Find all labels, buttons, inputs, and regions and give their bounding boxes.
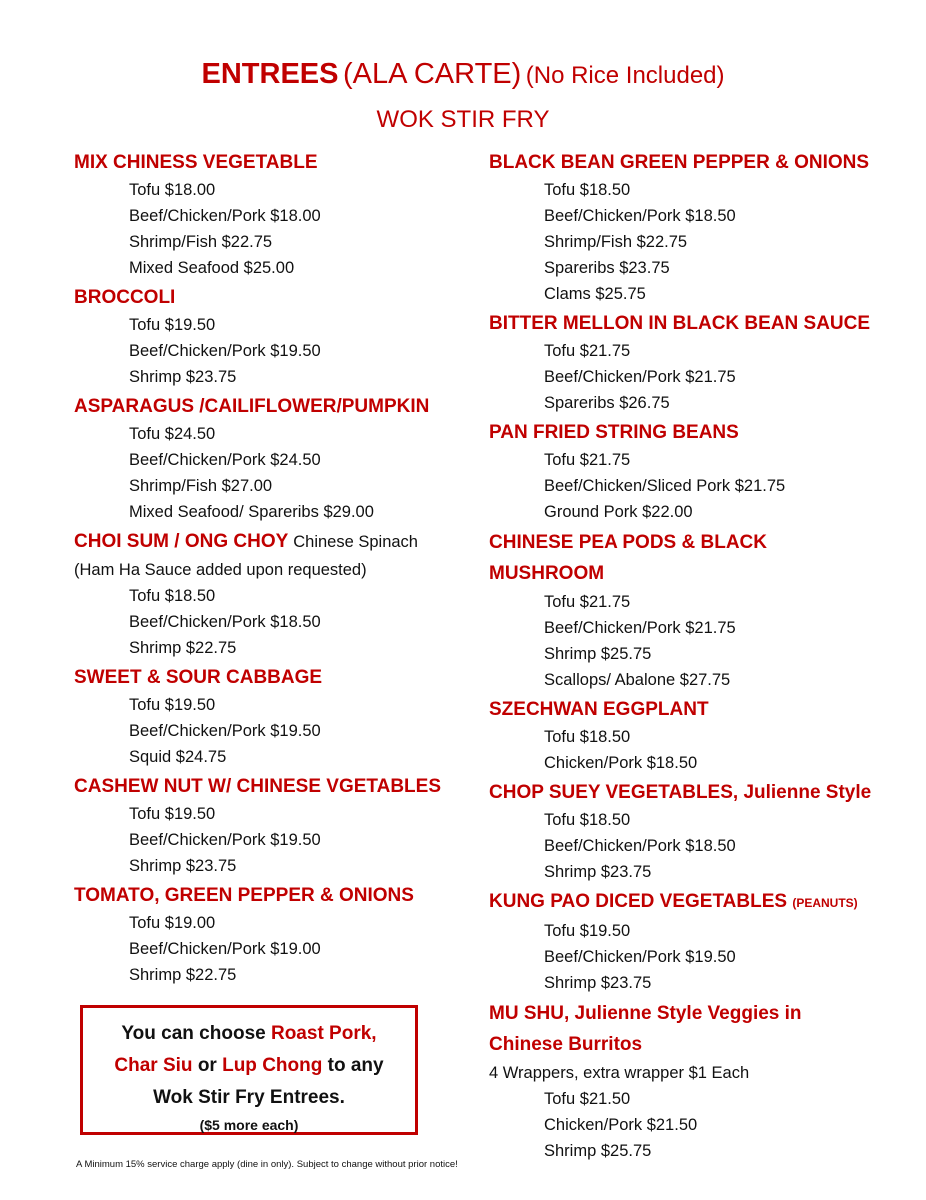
menu-item: Spareribs $26.75 [544,394,670,412]
page-subtitle: WOK STIR FRY [376,106,550,133]
menu-item: Tofu $21.75 [544,593,631,611]
promo-option: Lup Chong [222,1055,323,1076]
promo-line-3: Wok Stir Fry Entrees. [153,1087,345,1108]
menu-item: Shrimp $22.75 [129,966,237,984]
menu-item: Beef/Chicken/Pork $18.00 [129,207,321,225]
section-title-row [74,527,474,557]
menu-item: Tofu $19.50 [544,922,631,940]
menu-item: Tofu $21.75 [544,342,631,360]
menu-item: Shrimp/Fish $22.75 [544,233,688,251]
menu-section [489,148,909,307]
menu-section [74,527,474,661]
menu-item: Tofu $18.00 [129,181,216,199]
section-title: MIX CHINESS VEGETABLE [74,152,318,173]
promo-option: Roast Pork, [270,1023,377,1044]
section-title: PAN FRIED STRING BEANS [489,422,739,443]
section-title: CHOI SUM / ONG CHOY [74,531,288,552]
menu-item: Tofu $19.50 [129,316,216,334]
promo-line-1 [83,1018,415,1050]
menu-item: Tofu $19.50 [129,696,216,714]
section-title: BROCCOLI [74,287,176,308]
menu-item: Beef/Chicken/Pork $18.50 [544,837,736,855]
menu-item: Scallops/ Abalone $27.75 [544,671,731,689]
menu-item: Ground Pork $22.00 [544,503,693,521]
menu-item: Beef/Chicken/Pork $19.50 [544,948,736,966]
section-title: BLACK BEAN GREEN PEPPER & ONIONS [489,152,870,173]
section-title: BITTER MELLON IN BLACK BEAN SAUCE [489,313,871,334]
menu-section [489,998,909,1164]
promo-box [80,1005,418,1135]
menu-item: Tofu $19.00 [129,914,216,932]
menu-section [74,663,474,770]
section-note: 4 Wrappers, extra wrapper $1 Each [489,1064,750,1082]
menu-item: Beef/Chicken/Pork $19.00 [129,940,321,958]
section-title: ASPARAGUS /CAILIFLOWER/PUMPKIN [74,396,430,417]
menu-item: Chicken/Pork $18.50 [544,754,698,772]
menu-section [74,772,474,879]
footer-note: A Minimum 15% service charge apply (dine in only). Subject to change without prior notice! [76,1159,458,1170]
promo-line-2 [83,1050,415,1082]
promo-text: You can choose [121,1023,266,1044]
menu-item: Tofu $19.50 [129,805,216,823]
menu-item: Shrimp $25.75 [544,1142,652,1160]
section-title: SWEET & SOUR CABBAGE [74,667,323,688]
section-title: SZECHWAN EGGPLANT [489,699,709,720]
section-title: TOMATO, GREEN PEPPER & ONIONS [74,885,414,906]
section-title: CASHEW NUT W/ CHINESE VGETABLES [74,776,441,797]
promo-option: Char Siu [114,1055,193,1076]
menu-item: Shrimp/Fish $27.00 [129,477,273,495]
menu-item: Shrimp $23.75 [544,863,652,881]
menu-section [489,309,909,416]
menu-item: Tofu $18.50 [544,728,631,746]
section-title: CHINESE PEA PODS & BLACK MUSHROOM [489,532,767,584]
menu-item: Tofu $21.75 [544,451,631,469]
menu-section [74,881,474,988]
menu-item: Shrimp $23.75 [129,368,237,386]
menu-item: Tofu $24.50 [129,425,216,443]
menu-item: Shrimp/Fish $22.75 [129,233,273,251]
title-main: ENTREES [201,58,339,90]
menu-item: Beef/Chicken/Pork $18.50 [544,207,736,225]
left-column [74,146,474,988]
menu-item: Shrimp $23.75 [129,857,237,875]
menu-item: Beef/Chicken/Pork $18.50 [129,613,321,631]
menu-item: Tofu $18.50 [544,811,631,829]
menu-item: Beef/Chicken/Pork $19.50 [129,342,321,360]
section-note: (Ham Ha Sauce added upon requested) [74,561,367,579]
menu-item: Squid $24.75 [129,748,227,766]
section-title-small: (PEANUTS) [792,896,858,910]
menu-item: Shrimp $25.75 [544,645,652,663]
menu-section [74,392,474,525]
title-sub: (ALA CARTE) [342,58,522,90]
promo-text: or [197,1055,217,1076]
menu-item: Clams $25.75 [544,285,646,303]
menu-item: Mixed Seafood $25.00 [129,259,295,277]
menu-item: Beef/Chicken/Pork $19.50 [129,831,321,849]
menu-item: Beef/Chicken/Pork $21.75 [544,368,736,386]
promo-text: to any [327,1055,384,1076]
menu-item: Tofu $18.50 [544,181,631,199]
menu-section [489,527,909,693]
section-title-extra: Chinese Spinach [293,533,418,551]
menu-section [489,695,909,776]
menu-item: Spareribs $23.75 [544,259,670,277]
menu-section [489,778,909,885]
menu-item: Beef/Chicken/Pork $19.50 [129,722,321,740]
right-column [489,146,909,1164]
section-title-row [489,887,909,918]
menu-item: Mixed Seafood/ Spareribs $29.00 [129,503,374,521]
page-title [0,58,926,91]
menu-section [74,283,474,390]
menu-section [489,418,909,525]
menu-section [489,887,909,996]
section-title: MU SHU, Julienne Style Veggies in Chinese Burritos [489,1003,802,1055]
promo-price-note: ($5 more each) [199,1117,299,1133]
menu-item: Tofu $18.50 [129,587,216,605]
menu-item: Tofu $21.50 [544,1090,631,1108]
menu-item: Shrimp $23.75 [544,974,652,992]
section-title: CHOP SUEY VEGETABLES, Julienne Style [489,782,872,803]
menu-item: Beef/Chicken/Sliced Pork $21.75 [544,477,786,495]
section-title: KUNG PAO DICED VEGETABLES [489,891,788,912]
menu-item: Chicken/Pork $21.50 [544,1116,698,1134]
menu-item: Beef/Chicken/Pork $21.75 [544,619,736,637]
menu-item: Beef/Chicken/Pork $24.50 [129,451,321,469]
menu-section [74,148,474,281]
title-note: (No Rice Included) [525,62,725,89]
menu-item: Shrimp $22.75 [129,639,237,657]
